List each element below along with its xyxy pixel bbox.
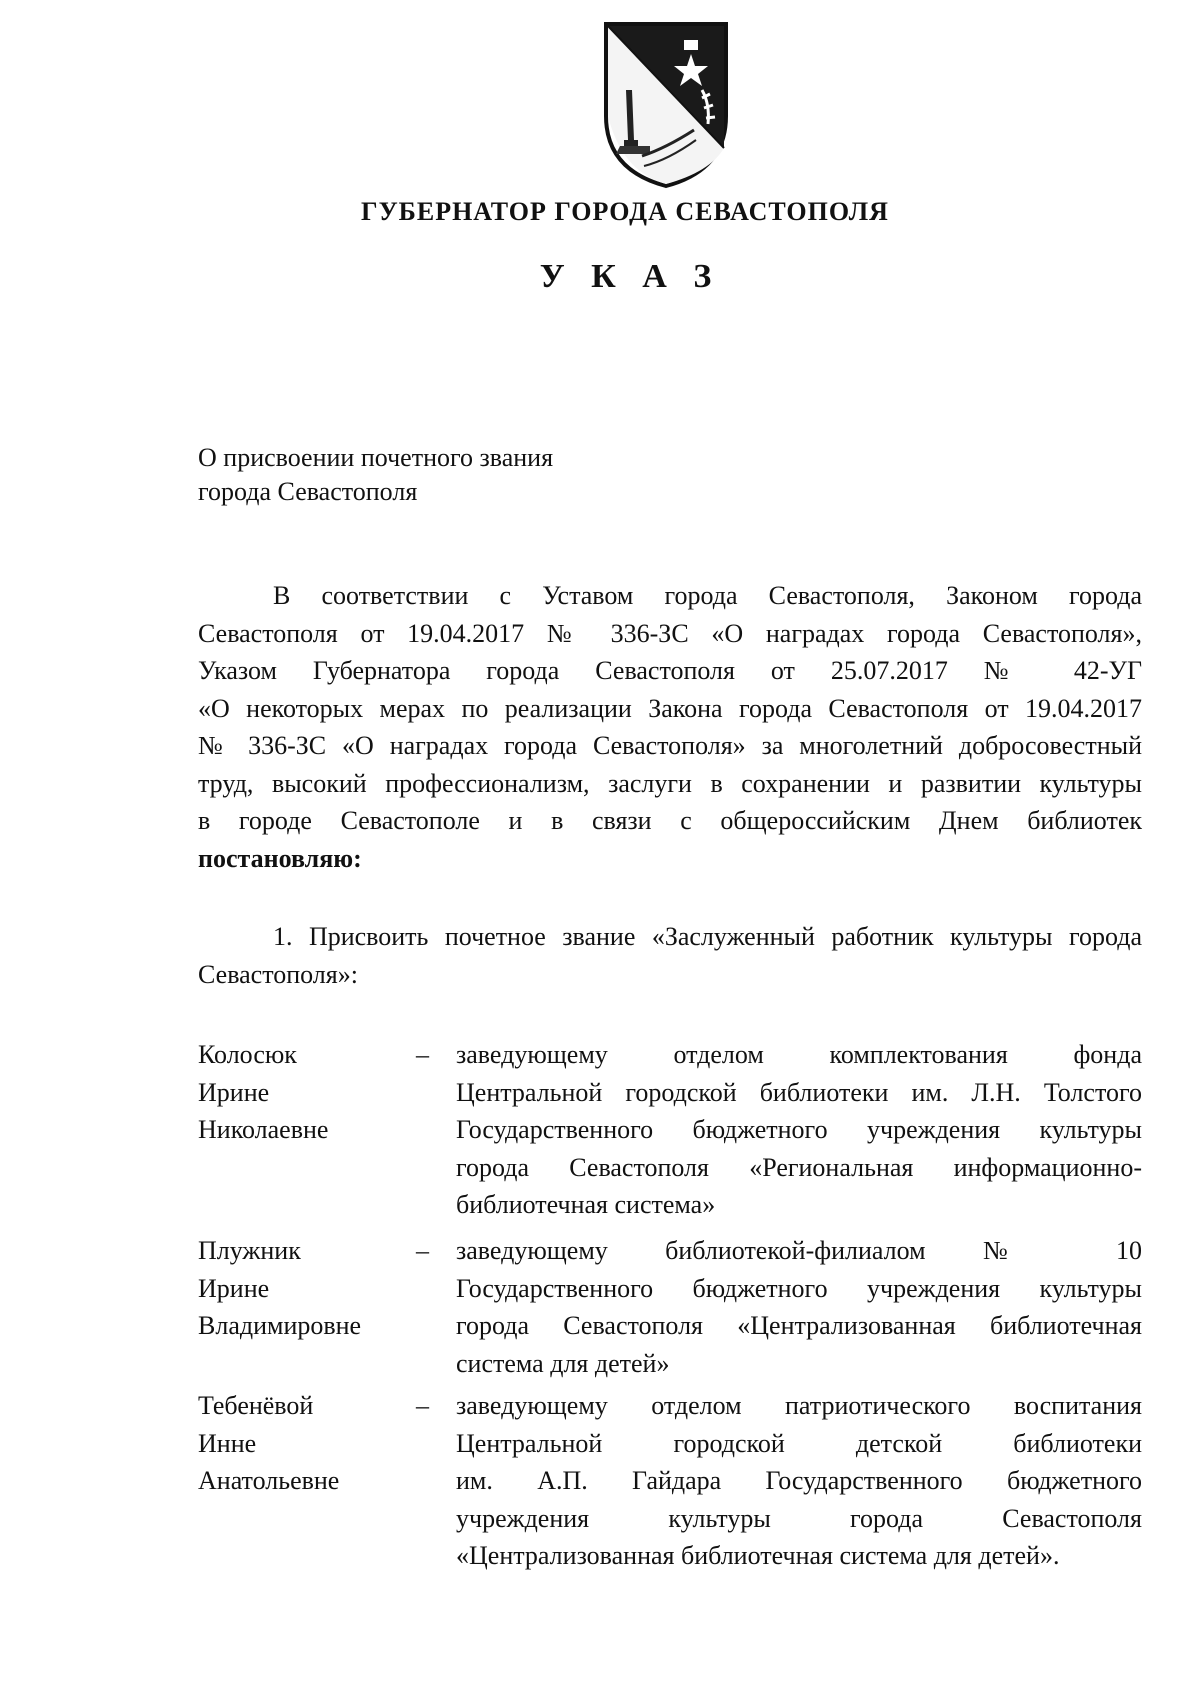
awardee-name bbox=[198, 1387, 408, 1500]
awardee-position-line: Государственного бюджетного учреждения культуры bbox=[456, 1273, 1142, 1303]
preamble-line: Указом Губернатора города Севастополя от 25.07.2017 № 42-УГ bbox=[198, 656, 1142, 685]
awardee-name-line: Ирине bbox=[198, 1077, 270, 1107]
awardee-name-line: Николаевне bbox=[198, 1115, 329, 1144]
item-1-line: Севастополя»: bbox=[198, 959, 358, 989]
item-1-paragraph bbox=[198, 918, 1142, 993]
awardee-position-line: Государственного бюджетного учреждения культуры bbox=[456, 1115, 1142, 1144]
awardee-dash: – bbox=[416, 1236, 429, 1265]
awardee-position-line: заведующему библиотекой-филиалом № 10 bbox=[456, 1236, 1142, 1265]
awardee-position-line: Центральной городской библиотеки им. Л.Н. Толстого bbox=[456, 1077, 1142, 1107]
awardee-name-line: Колосюк bbox=[198, 1040, 297, 1069]
preamble-paragraph bbox=[198, 577, 1142, 877]
awardee-position-line: Центральной городской детской библиотеки bbox=[456, 1428, 1142, 1458]
awardee-name-line: Тебенёвой bbox=[198, 1391, 314, 1420]
awardee-position-line: города Севастополя «Региональная информационно- bbox=[456, 1152, 1142, 1182]
preamble-line: в городе Севастополе и в связи с общероссийским Днем библиотек bbox=[198, 806, 1142, 835]
awardee-name-line: Инне bbox=[198, 1428, 257, 1458]
preamble-line: № 336-ЗС «О наградах города Севастополя» за многолетний добросовестный bbox=[198, 731, 1142, 760]
awardee-name-line: Анатольевне bbox=[198, 1466, 340, 1495]
awardee-name-line: Плужник bbox=[198, 1236, 301, 1265]
awardee-position-line: учреждения культуры города Севастополя bbox=[456, 1503, 1142, 1533]
sevastopol-coat-of-arms-emblem bbox=[598, 20, 734, 190]
awardee-position-line: библиотечная система» bbox=[456, 1190, 716, 1219]
subject-line: О присвоении почетного звания bbox=[198, 443, 554, 472]
awardee-name-line: Владимировне bbox=[198, 1311, 362, 1340]
preamble-line: «О некоторых мерах по реализации Закона города Севастополя от 19.04.2017 bbox=[198, 693, 1142, 723]
awardee-name bbox=[198, 1036, 408, 1149]
awardee-entry bbox=[198, 1387, 1142, 1577]
awardee-position-line: города Севастополя «Централизованная библиотечная bbox=[456, 1311, 1142, 1340]
awardee-dash: – bbox=[416, 1391, 429, 1420]
awardee-position bbox=[456, 1232, 1142, 1382]
decree-word-line bbox=[198, 840, 1142, 878]
preamble-line: Севастополя от 19.04.2017 № 336-ЗС «О наградах города Севастополя», bbox=[198, 618, 1142, 648]
subject-line: города Севастополя bbox=[198, 477, 418, 506]
preamble-line: В соответствии с Уставом города Севастополя, Законом города bbox=[273, 581, 1142, 610]
item-1-line: 1. Присвоить почетное звание «Заслуженный работник культуры города bbox=[273, 922, 1142, 951]
document-type-heading: У К А З bbox=[539, 258, 721, 295]
awardee-name bbox=[198, 1232, 408, 1345]
awardee-position-line: система для детей» bbox=[456, 1348, 670, 1378]
decree-word: постановляю: bbox=[198, 843, 362, 873]
decree-subject bbox=[198, 441, 698, 509]
awardee-entry bbox=[198, 1036, 1142, 1226]
awardee-entry bbox=[198, 1232, 1142, 1384]
awardee-position bbox=[456, 1387, 1142, 1575]
awardee-name-line: Ирине bbox=[198, 1273, 270, 1303]
awardee-position-line: «Централизованная библиотечная система для детей». bbox=[456, 1541, 1060, 1570]
issuing-authority-title: ГУБЕРНАТОР ГОРОДА СЕВАСТОПОЛЯ bbox=[361, 197, 889, 226]
awardee-position-line: им. А.П. Гайдара Государственного бюджетного bbox=[456, 1466, 1142, 1495]
preamble-line: труд, высокий профессионализм, заслуги в сохранении и развитии культуры bbox=[198, 768, 1142, 798]
awardee-position-line: заведующему отделом патриотического воспитания bbox=[456, 1391, 1142, 1420]
awardee-position-line: заведующему отделом комплектования фонда bbox=[456, 1040, 1142, 1069]
awardee-dash: – bbox=[416, 1040, 429, 1069]
awardee-position bbox=[456, 1036, 1142, 1224]
